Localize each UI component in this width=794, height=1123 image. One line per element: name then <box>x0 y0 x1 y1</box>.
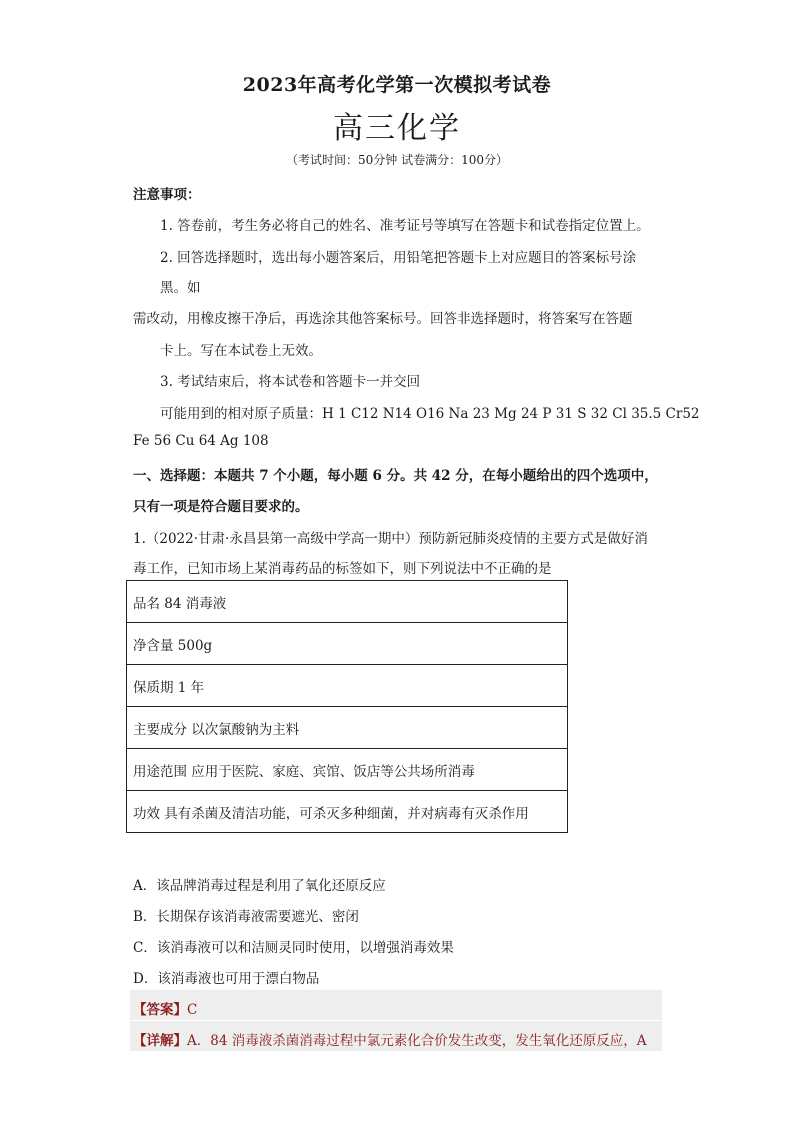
note-item-2d: 卡上。写在本试卷上无效。 <box>160 343 322 359</box>
subject-title: 高三化学 <box>333 111 461 146</box>
notes-heading: 注意事项： <box>133 187 201 203</box>
detail-tag: 【详解】 <box>133 1033 187 1049</box>
table-row <box>127 581 568 623</box>
option-a: A．该品牌消毒过程是利用了氧化还原反应 <box>133 878 386 894</box>
table-row <box>127 791 568 833</box>
label-cell: 用途范围 应用于医院、家庭、宾馆、饭店等公共场所消毒 <box>127 749 568 791</box>
atomic-masses-line-1: 可能用到的相对原子质量：H 1 C12 N14 O16 Na 23 Mg 24 P 31 S 32 Cl 35.5 Cr52 <box>160 406 700 422</box>
section-heading-line-1: 一、选择题：本题共 7 个小题，每小题 6 分。共 42 分，在每小题给出的四个选项中， <box>133 468 658 484</box>
option-b: B．长期保存该消毒液需要遮光、密闭 <box>133 909 359 925</box>
table-row <box>127 665 568 707</box>
note-item-2b: 黑。如 <box>160 280 201 296</box>
note-item-1: 1. 答卷前，考生务必将自己的姓名、准考证号等填写在答题卡和试卷指定位置上。 <box>160 218 650 234</box>
label-cell: 功效 具有杀菌及清洁功能，可杀灭多种细菌，并对病毒有灭杀作用 <box>127 791 568 833</box>
label-cell: 主要成分 以次氯酸钠为主料 <box>127 707 568 749</box>
question-1-stem-line-1: 1.（2022·甘肃·永昌县第一高级中学高一期中）预防新冠肺炎疫情的主要方式是做好消 <box>133 531 648 547</box>
label-cell: 品名 84 消毒液 <box>127 581 568 623</box>
answer-highlight <box>130 990 662 1020</box>
exam-title: 2023年高考化学第一次模拟考试卷 <box>242 74 552 96</box>
label-cell: 净含量 500g <box>127 623 568 665</box>
table-row <box>127 623 568 665</box>
detail-line <box>133 1029 646 1049</box>
answer-value: C <box>187 1002 198 1018</box>
table-row <box>127 749 568 791</box>
note-item-2c: 需改动，用橡皮擦干净后，再选涂其他答案标号。回答非选择题时，将答案写在答题 <box>133 311 633 327</box>
section-heading-line-2: 只有一项是符合题目要求的。 <box>133 499 309 515</box>
detail-text: A．84 消毒液杀菌消毒过程中氯元素化合价发生改变，发生氧化还原反应，A <box>187 1033 647 1049</box>
table-row <box>127 707 568 749</box>
note-item-3: 3. 考试结束后，将本试卷和答题卡一并交回 <box>160 374 421 390</box>
label-cell: 保质期 1 年 <box>127 665 568 707</box>
atomic-masses-line-2: Fe 56 Cu 64 Ag 108 <box>133 433 269 449</box>
product-label-table <box>126 580 568 833</box>
question-1-stem-line-2: 毒工作，已知市场上某消毒药品的标签如下，则下列说法中不正确的是 <box>133 561 552 577</box>
answer-tag: 【答案】 <box>133 1002 187 1018</box>
note-item-2a: 2. 回答选择题时，选出每小题答案后，用铅笔把答题卡上对应题目的答案标号涂 <box>160 250 637 266</box>
exam-info: （考试时间：50分钟 试卷满分：100分） <box>286 153 508 167</box>
option-c: C．该消毒液可以和洁厕灵同时使用，以增强消毒效果 <box>133 940 454 956</box>
option-d: D．该消毒液也可用于漂白物品 <box>133 971 320 987</box>
answer-line <box>133 998 197 1018</box>
